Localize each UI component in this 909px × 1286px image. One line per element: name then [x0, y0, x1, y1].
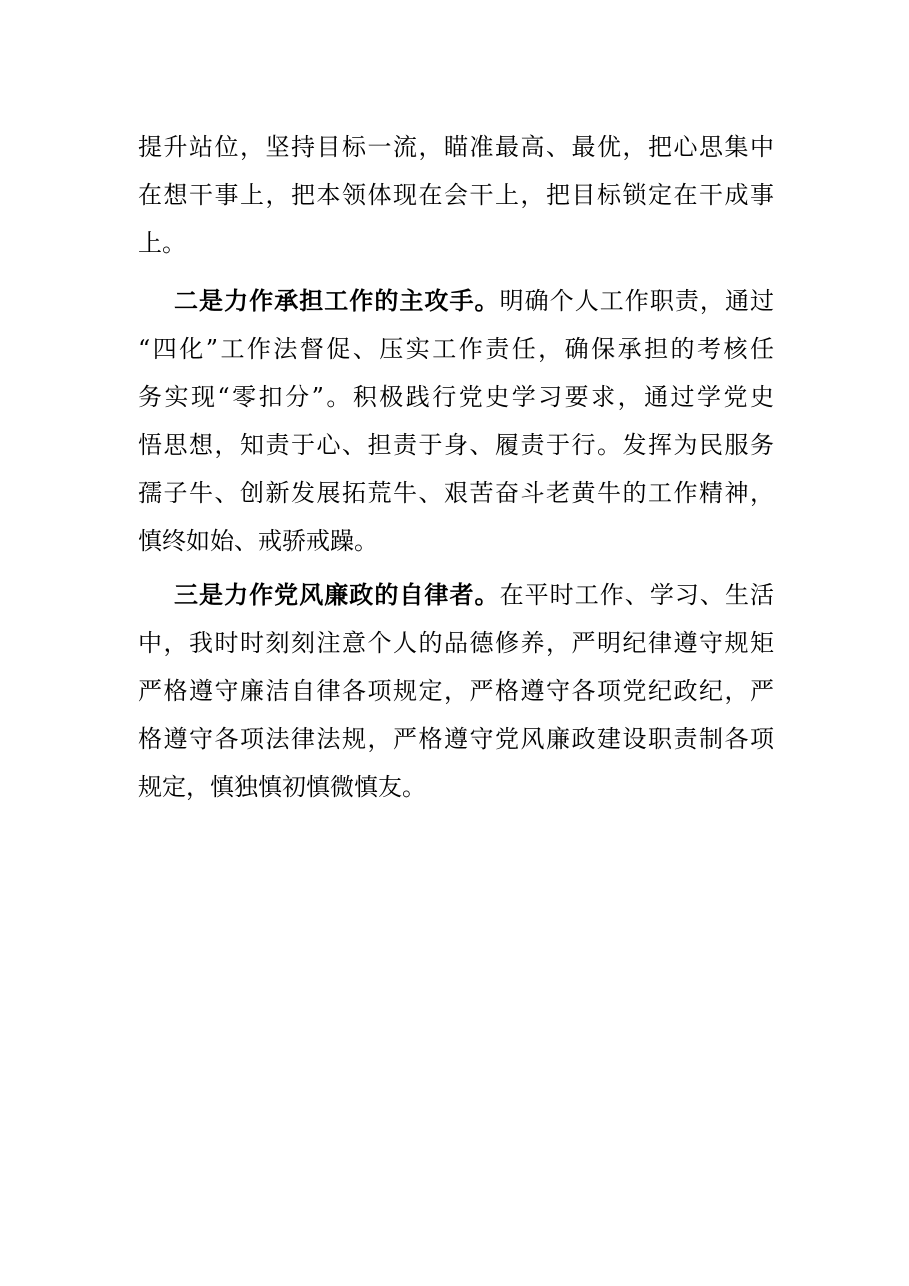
paragraph-line: 悟思想，知责于心、担责于身、履责于行。发挥为民服务: [138, 431, 774, 459]
paragraph-lead: 二是力作承担工作的主攻手。: [174, 286, 500, 315]
paragraph-line: 在想干事上，把本领体现在会干上，把目标锁定在干成事: [138, 181, 774, 209]
paragraph-first-line: [138, 571, 774, 619]
paragraph-line: 上。: [138, 229, 186, 257]
paragraph-line: 慎终如始、戒骄戒躁。: [138, 527, 378, 555]
paragraph-line: 中，我时时刻刻注意个人的品德修养，严明纪律遵守规矩: [138, 629, 774, 657]
paragraph-2: [138, 277, 774, 565]
paragraph-first-line: [138, 277, 774, 325]
paragraph-text: 在平时工作、学习、生活: [499, 581, 775, 609]
document-page: [138, 123, 774, 811]
paragraph-line: 务实现“零扣分”。积极践行党史学习要求，通过学党史: [138, 383, 774, 411]
paragraph-line: 严格遵守廉洁自律各项规定，严格遵守各项党纪政纪，严: [138, 677, 774, 705]
paragraph-line: 格遵守各项法律法规，严格遵守党风廉政建设职责制各项: [138, 725, 774, 753]
paragraph-lead: 三是力作党风廉政的自律者。: [174, 580, 500, 609]
paragraph-text: 明确个人工作职责，通过: [499, 287, 775, 315]
paragraph-1: [138, 123, 774, 267]
paragraph-line: “四化”工作法督促、压实工作责任，确保承担的考核任: [138, 335, 774, 363]
paragraph-3: [138, 571, 774, 811]
paragraph-line: 规定，慎独慎初慎微慎友。: [138, 773, 426, 801]
paragraph-line: 孺子牛、创新发展拓荒牛、艰苦奋斗老黄牛的工作精神，: [138, 479, 774, 507]
paragraph-line: 提升站位，坚持目标一流，瞄准最高、最优，把心思集中: [138, 133, 774, 161]
